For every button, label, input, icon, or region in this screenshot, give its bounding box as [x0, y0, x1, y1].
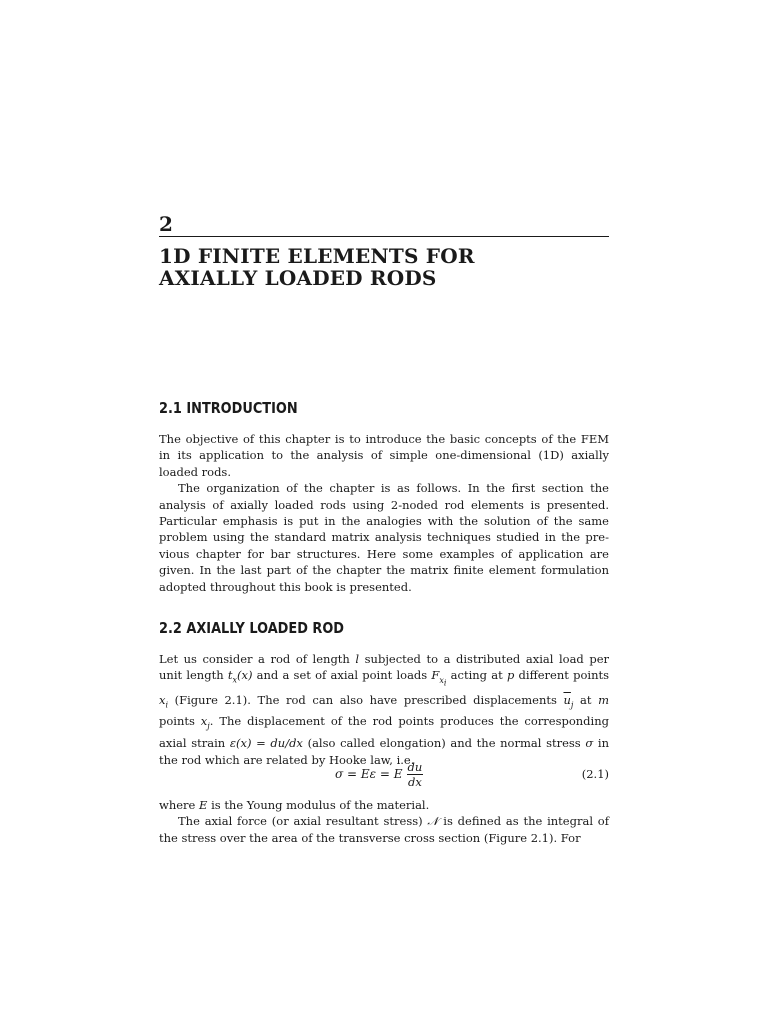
math-tx: t	[227, 668, 233, 683]
equation-lhs: σ = Eε = E	[335, 767, 403, 781]
paragraph: where E is the Young modulus of the material.	[159, 798, 430, 812]
math-m: m	[598, 692, 609, 707]
math-xi: x	[159, 692, 166, 707]
paragraph: Let us consider a rod of length l subjected to a distributed axial load per unit length $t_x(x)$ and a set of axial point loads $F_{x_i}$ acting at p different points $x_i$ (Figure 2.1). The rod can also have prescribed displacements $\overline{u}_j$ at m points $x_j$. The displacement of the rod points produces the corresponding axial strain ε(x) = du/dx (also called elongation) and the normal stress σ in the rod which are related by Hooke law, i.e.	[159, 652, 610, 767]
math-F: F	[431, 668, 440, 683]
equation-2-1	[159, 757, 609, 797]
paragraph: The organization of the chapter is as follows. In the first section the analysis of axially loaded rods using 2-noded rod elements is presented. Particular emphasis is put in the analogies with the solution of the same problem using the standard matrix analysis techniques studied in the previous chapter for bar structures. Here some examples of application are given. In the last part of the chapter the matrix finite element formulation adopted throughout this book is presented.	[159, 481, 609, 594]
math-l: l	[355, 652, 360, 666]
chapter-title-line-2: AXIALLY LOADED RODS	[159, 266, 437, 290]
math-E: E	[199, 798, 208, 812]
chapter-title	[159, 245, 609, 289]
chapter-title-line-1: 1D FINITE ELEMENTS FOR	[159, 244, 475, 268]
equation-number: (2.1)	[581, 767, 609, 781]
paragraph: The objective of this chapter is to introduce the basic concepts of the FEM in its application to the analysis of simple one-dimensional (1D) axially loaded rods.	[159, 432, 609, 479]
math-uj: $\overline{u}$	[563, 692, 571, 707]
math-xj: x	[200, 714, 208, 729]
chapter-rule	[159, 236, 609, 237]
math-sigma: σ	[585, 736, 594, 751]
rod-text	[159, 651, 609, 768]
rod-text-continued	[159, 797, 609, 846]
math-N: 𝒩	[427, 814, 439, 829]
math-strain: ε(x) = du/dx	[229, 736, 303, 751]
paragraph: The axial force (or axial resultant stress) 𝒩 is defined as the integral of the stress over the area of the transverse cross section (Figure 2.1). For	[159, 814, 609, 845]
section-heading-introduction: 2.1 INTRODUCTION	[159, 399, 298, 417]
math-p: p	[506, 668, 515, 683]
chapter-number: 2	[159, 212, 173, 236]
introduction-text	[159, 431, 609, 595]
fraction-du-dx: $\frac{du}{dx}$	[407, 759, 423, 789]
section-heading-axially-loaded-rod: 2.2 AXIALLY LOADED ROD	[159, 619, 345, 637]
